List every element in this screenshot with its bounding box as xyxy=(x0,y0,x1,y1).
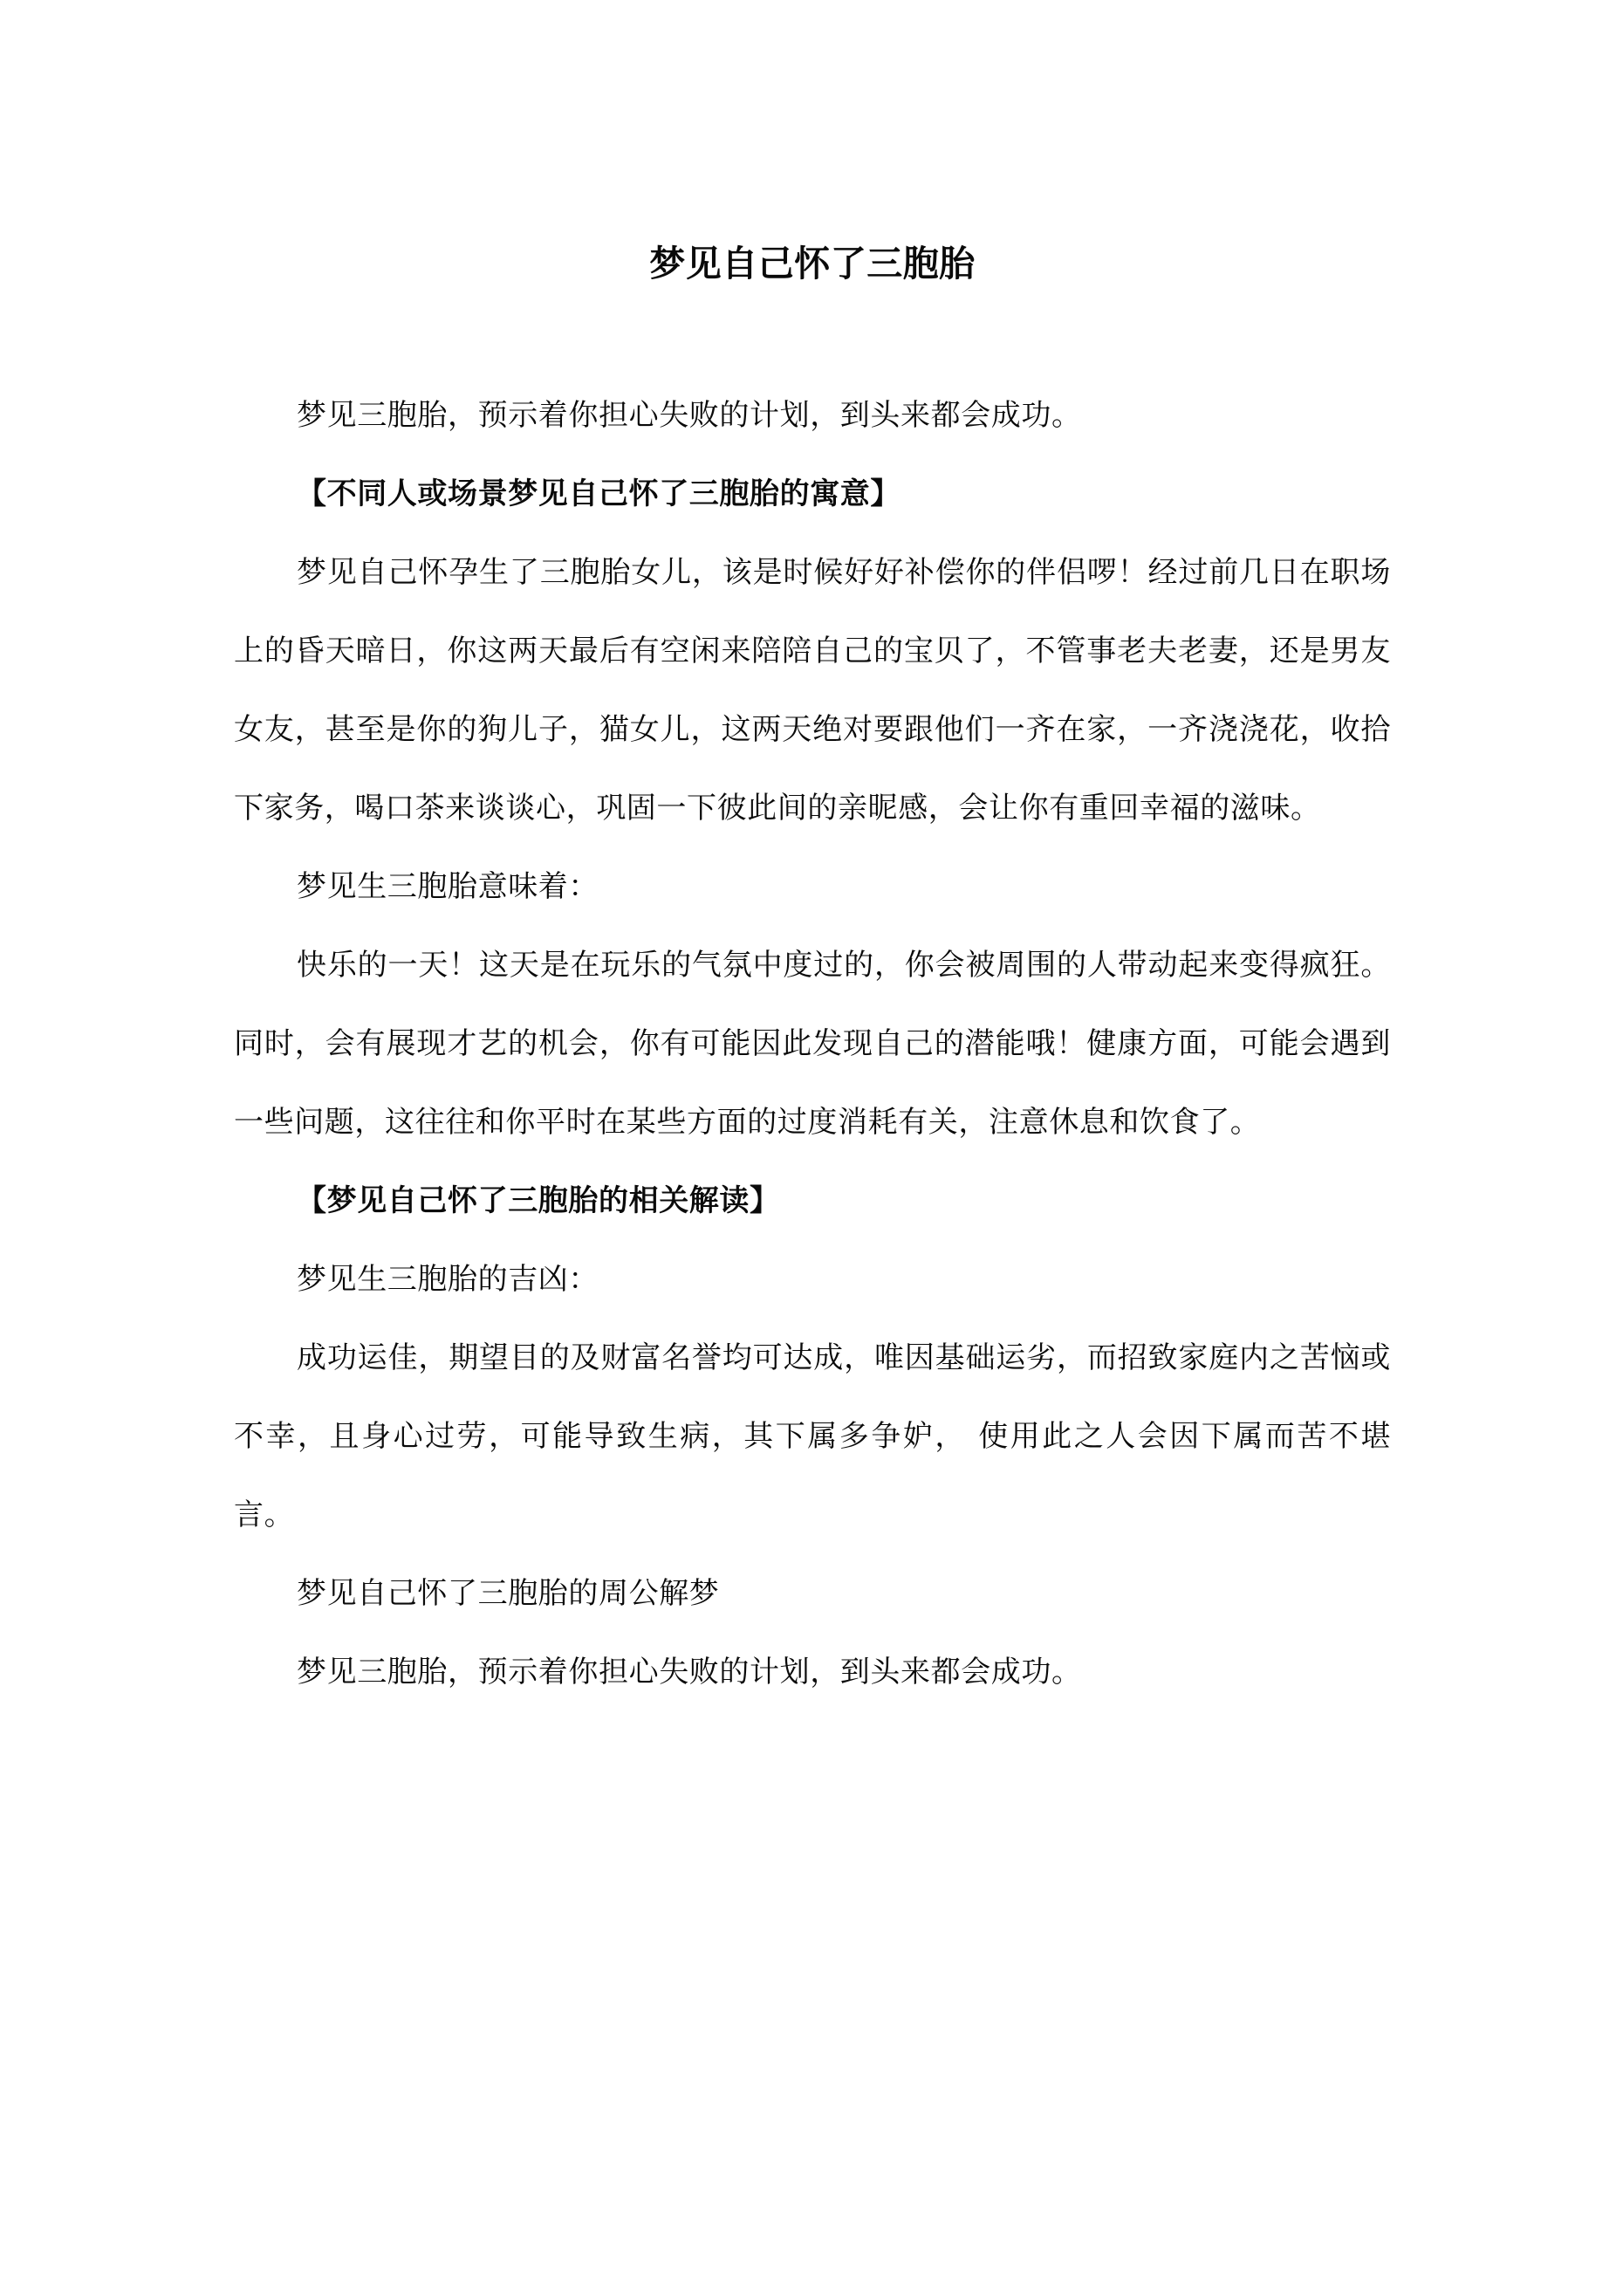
paragraph-pregnant-triplet-daughters: 梦见自己怀孕生了三胞胎女儿，该是时候好好补偿你的伴侣啰！经过前几日在职场上的昏天暗日，你这两天最后有空闲来陪陪自己的宝贝了，不管事老夫老妻，还是男友女友，甚至是你的狗儿子，猫女儿，这两天绝对要跟他们一齐在家，一齐浇浇花，收拾下家务，喝口茶来谈谈心，巩固一下彼此间的亲昵感，会让你有重回幸福的滋味。 xyxy=(234,555,1391,826)
paragraph-happy-day: 快乐的一天！这天是在玩乐的气氛中度过的，你会被周围的人带动起来变得疯狂。同时，会有展现才艺的机会，你有可能因此发现自己的潜能哦！健康方面，可能会遇到一些问题，这往往和你平时在某些方面的过度消耗有关，注意休息和饮食了。 xyxy=(234,948,1391,1140)
paragraph-fortune: 成功运佳，期望目的及财富名誉均可达成，唯因基础运劣，而招致家庭内之苦恼或不幸，且身心过劳，可能导致生病，其下属多争妒， 使用此之人会因下属而苦不堪言。 xyxy=(234,1340,1391,1532)
subheading-meaning: 梦见生三胞胎意味着： xyxy=(297,869,599,904)
document-body xyxy=(234,0,1391,1711)
paragraph-zhougong: 梦见三胞胎，预示着你担心失败的计划，到头来都会成功。 xyxy=(297,1655,1082,1689)
paragraph-intro: 梦见三胞胎，预示着你担心失败的计划，到头来都会成功。 xyxy=(297,398,1082,433)
title-spacer xyxy=(234,282,1391,376)
page-title: 梦见自己怀了三胞胎 xyxy=(649,243,976,284)
subheading-zhougong: 梦见自己怀了三胞胎的周公解梦 xyxy=(297,1576,720,1611)
section-heading-related-readings: 【梦见自己怀了三胞胎的相关解读】 xyxy=(297,1183,780,1218)
subheading-fortune: 梦见生三胞胎的吉凶： xyxy=(297,1262,599,1297)
section-heading-meanings: 【不同人或场景梦见自己怀了三胞胎的寓意】 xyxy=(297,476,901,511)
